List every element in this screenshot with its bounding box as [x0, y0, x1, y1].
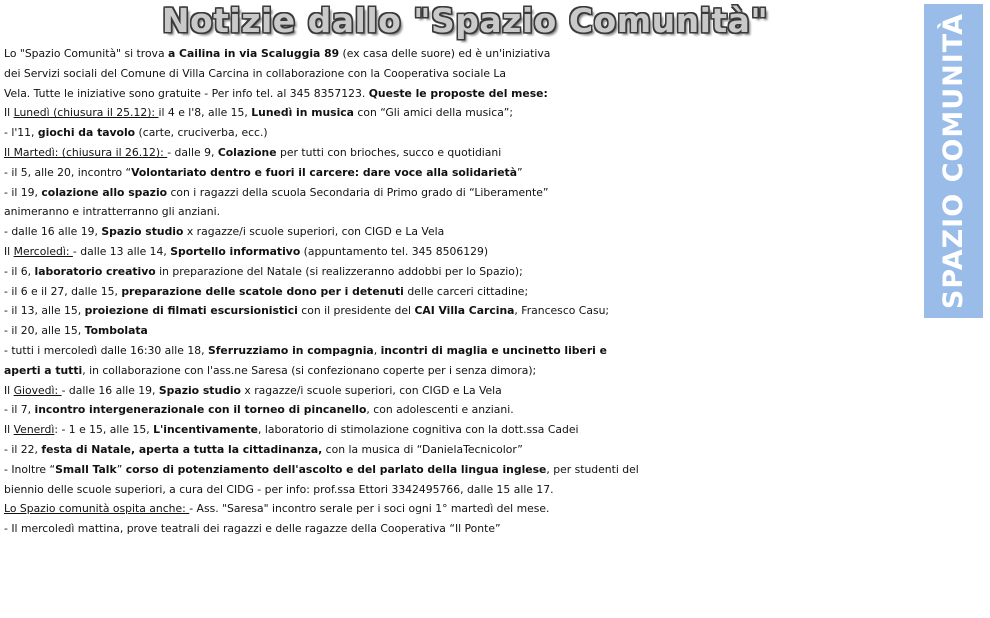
bold-text: Tombolata	[84, 324, 148, 338]
text-segment: con il presidente del	[297, 304, 415, 318]
text-segment: Il	[4, 244, 14, 258]
text-line	[4, 44, 989, 64]
text-segment: - il 7,	[4, 403, 35, 417]
text-segment: - il 13, alle 15,	[4, 304, 85, 318]
text-segment: in preparazione del Natale (si realizzeranno addobbi per lo Spazio);	[155, 264, 523, 278]
text-segment: ,	[373, 343, 381, 357]
bold-text: Colazione	[217, 145, 277, 159]
text-line	[4, 499, 989, 519]
text-segment: - il 5, alle 20, incontro “	[4, 165, 132, 179]
text-segment: per tutti con brioches, succo e quotidiani	[276, 145, 502, 159]
bold-text: a Cailina in via Scaluggia 89	[168, 47, 340, 60]
text-segment: - Ass. "Saresa" incontro serale per i soci ogni 1° martedì del mese.	[189, 502, 550, 516]
text-segment: - Inoltre “	[4, 462, 56, 476]
bold-text: incontro intergenerazionale con il torneo di pincanello	[34, 403, 367, 417]
text-segment: Lo "Spazio Comunità" si trova	[4, 47, 168, 60]
text-segment: - dalle 16 alle 19,	[4, 225, 102, 239]
bold-text: Sferruzziamo in compagnia	[207, 343, 374, 357]
text-line	[4, 84, 989, 104]
bold-text: colazione allo spazio	[41, 185, 168, 199]
page-title: Notizie dallo "Spazio Comunità"	[161, 1, 769, 40]
text-line	[4, 202, 989, 222]
text-segment: - dalle 13 alle 14,	[72, 244, 171, 258]
bold-text: Small Talk	[55, 462, 117, 476]
text-segment: Il	[4, 383, 14, 397]
text-line	[4, 183, 989, 203]
text-segment: (ex casa delle suore) ed è un'iniziativa	[339, 47, 551, 60]
text-line	[4, 222, 989, 242]
bold-text: Lunedì in musica	[251, 106, 354, 120]
side-banner-label: SPAZIO COMUNITÀ	[938, 12, 969, 310]
text-line	[4, 381, 989, 401]
text-segment: , per studenti del	[546, 462, 639, 476]
text-segment: , con adolescenti e anziani.	[366, 403, 514, 417]
text-line	[4, 282, 989, 302]
bold-text: incontri di maglia e uncinetto liberi e	[380, 343, 607, 357]
text-segment: x ragazze/i scuole superiori, con CIGD e La Vela	[183, 225, 445, 239]
text-line	[4, 519, 989, 539]
underlined-heading: Il Martedì: (chiusura il 26.12):	[4, 145, 168, 159]
text-segment: delle carceri cittadine;	[403, 284, 529, 298]
text-segment: con “Gli amici della musica”;	[353, 106, 514, 120]
text-line	[4, 321, 989, 341]
text-line	[4, 242, 989, 262]
text-line	[4, 262, 989, 282]
text-segment: ”	[517, 165, 523, 179]
text-segment: - il 6 e il 27, dalle 15,	[4, 284, 122, 298]
text-segment: Il	[4, 106, 14, 120]
text-segment: con i ragazzi della scuola Secondaria di Primo grado di “Liberamente”	[167, 185, 549, 199]
text-line	[4, 480, 989, 500]
text-line	[4, 460, 989, 480]
text-segment: ”	[116, 462, 126, 476]
underlined-heading: Venerdì	[13, 423, 55, 437]
article-body	[4, 44, 989, 539]
bold-text: Sportello informativo	[170, 244, 301, 258]
bold-text: aperti a tutti	[4, 363, 83, 377]
text-line	[4, 64, 989, 84]
underlined-heading: Lo Spazio comunità ospita anche:	[4, 502, 190, 516]
text-segment: animeranno e intratterranno gli anziani.	[4, 205, 221, 219]
text-segment: - dalle 16 alle 19,	[61, 383, 159, 397]
text-segment: - l'11,	[4, 126, 38, 140]
text-line	[4, 301, 989, 321]
text-segment: , Francesco Casu;	[514, 304, 610, 318]
text-segment: dei Servizi sociali del Comune di Villa Carcina in collaborazione con la Cooperativa sociale La	[4, 66, 507, 80]
underlined-heading: Giovedì:	[13, 383, 62, 397]
text-segment: Il	[4, 423, 14, 437]
bold-text: corso di potenziamento dell'ascolto e del parlato della lingua inglese	[125, 462, 547, 476]
bold-text: preparazione delle scatole dono per i detenuti	[121, 284, 404, 298]
bold-text: proiezione di filmati escursionistici	[84, 304, 298, 318]
bold-text: Volontariato dentro e fuori il carcere: dare voce alla solidarietà	[131, 165, 518, 179]
underlined-heading: Mercoledì:	[13, 244, 73, 258]
text-segment: - il 19,	[4, 185, 42, 199]
text-line	[4, 123, 989, 143]
text-segment: - tutti i mercoledì dalle 16:30 alle 18,	[4, 343, 208, 357]
bold-text: L'incentivamente	[153, 423, 258, 437]
text-segment: biennio delle scuole superiori, a cura del CIDG - per info: prof.ssa Ettori 3342495766, dalle 15 alle 17.	[4, 482, 554, 496]
bold-text: Queste le proposte del mese:	[368, 86, 548, 100]
text-line	[4, 103, 989, 123]
text-line	[4, 163, 989, 183]
text-segment: il 4 e l'8, alle 15,	[158, 106, 252, 120]
text-segment: , in collaborazione con l'ass.ne Saresa (si confezionano coperte per i senza dimora);	[82, 363, 537, 377]
text-line	[4, 440, 989, 460]
bold-text: CAI Villa Carcina	[414, 304, 515, 318]
text-line	[4, 341, 989, 361]
text-segment: - il 20, alle 15,	[4, 324, 85, 338]
text-segment: x ragazze/i scuole superiori, con CIGD e La Vela	[240, 383, 502, 397]
bold-text: Spazio studio	[101, 225, 184, 239]
text-line	[4, 361, 989, 381]
bold-text: Spazio studio	[158, 383, 241, 397]
bold-text: laboratorio creativo	[34, 264, 156, 278]
text-segment: - il 6,	[4, 264, 35, 278]
text-segment: Vela. Tutte le iniziative sono gratuite - Per info tel. al 345 8357123.	[4, 86, 369, 100]
text-segment: - Il mercoledì mattina, prove teatrali dei ragazzi e delle ragazze della Cooperativa “Il Ponte”	[4, 522, 501, 536]
text-line	[4, 143, 989, 163]
text-segment: : - 1 e 15, alle 15,	[54, 423, 154, 437]
bold-text: festa di Natale, aperta a tutta la cittadinanza,	[41, 442, 323, 456]
text-segment: con la musica di “DanielaTecnicolor”	[322, 442, 523, 456]
text-segment: (carte, cruciverba, ecc.)	[135, 126, 268, 140]
text-line	[4, 420, 989, 440]
underlined-heading: Lunedì (chiusura il 25.12):	[13, 106, 159, 120]
bold-text: giochi da tavolo	[37, 126, 136, 140]
text-segment: (appuntamento tel. 345 8506129)	[300, 244, 489, 258]
text-segment: , laboratorio di stimolazione cognitiva con la dott.ssa Cadei	[258, 423, 579, 437]
text-segment: - il 22,	[4, 442, 42, 456]
text-line	[4, 400, 989, 420]
text-segment: - dalle 9,	[167, 145, 218, 159]
